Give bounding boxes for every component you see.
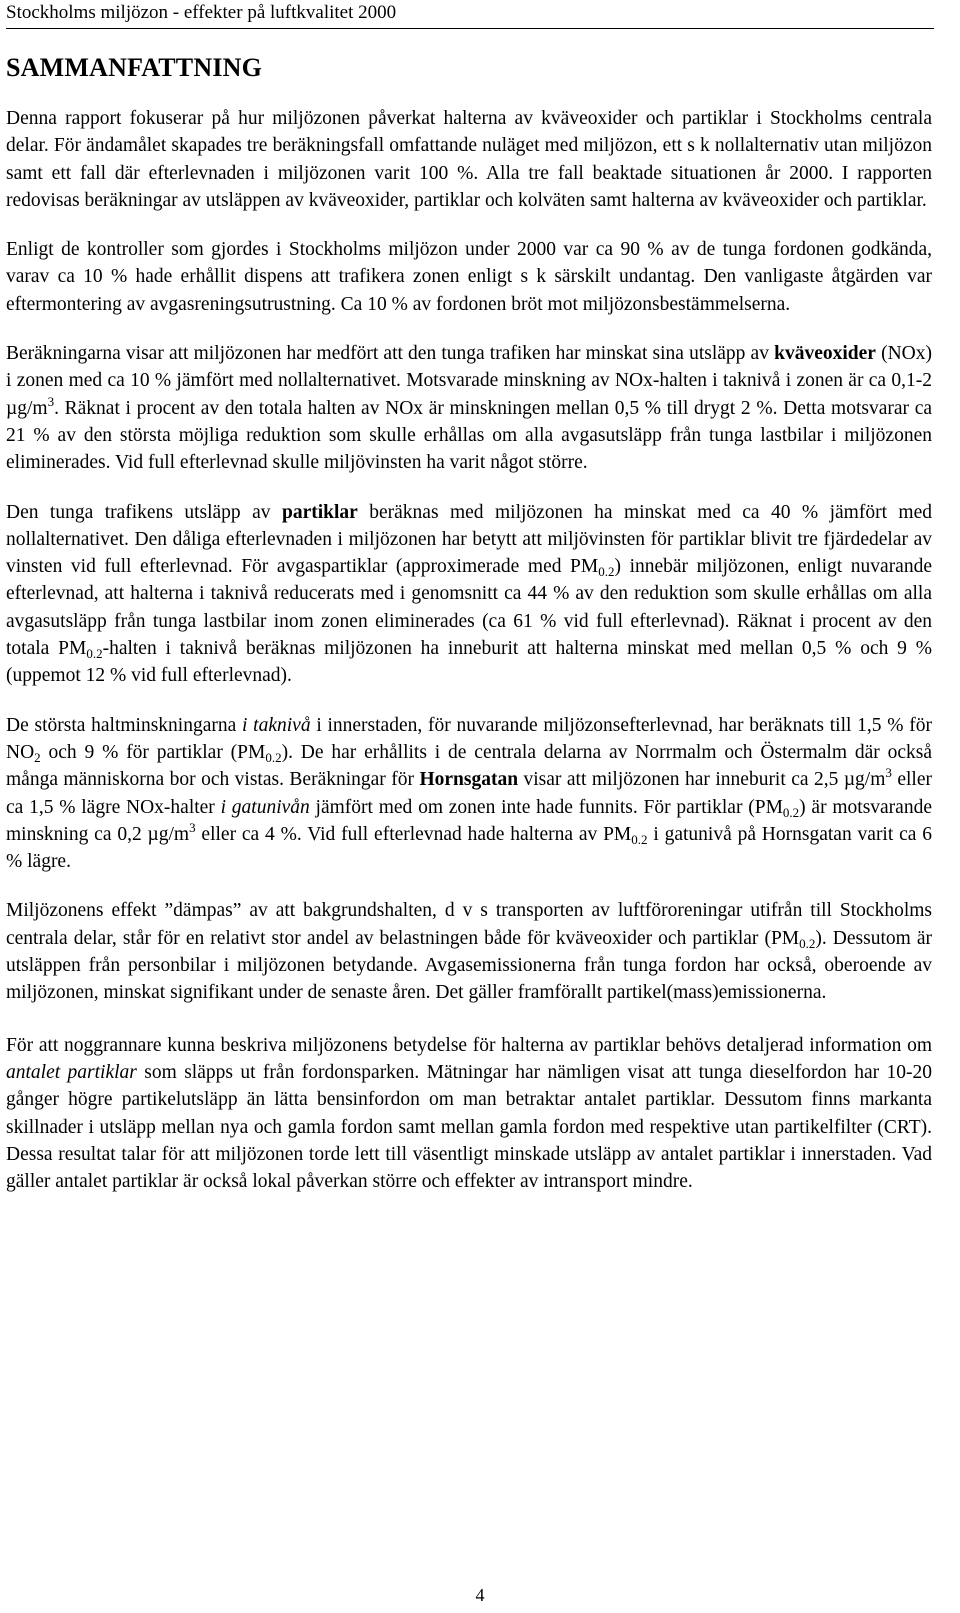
running-header: Stockholms miljözon - effekter på luftkvalitet 2000 bbox=[6, 2, 397, 23]
text-run: ) innebär miljözonen, enligt nuvarande efterlevnad, att halterna i taknivå reducerats med i genomsnitt ca 44 % av den reduktion som skulle erhållas om alla avgasutsläpp från tunga lastbilar inom zonen eliminerades (ca 61 % vid full efterlevnad). Räknat i procent av den totala PM bbox=[6, 556, 932, 660]
text-run: och 9 % för partiklar (PM bbox=[40, 741, 266, 763]
subscript: 0.2 bbox=[265, 749, 282, 765]
text-run: eller ca 1,5 % lägre NOx-halter bbox=[6, 769, 933, 818]
text-run: Miljözonens effekt ”dämpas” av att bakgrundshalten, d v s transporten av luftföroreningar utifrån till Stockholms centrala delar, står för en relativt stor andel av belastningen både för kväveoxider och partiklar (PM bbox=[6, 900, 932, 949]
subscript: 0.2 bbox=[799, 935, 816, 951]
italic-term: antalet partiklar bbox=[6, 1061, 137, 1083]
superscript: 3 bbox=[885, 765, 892, 781]
text-run: eller ca 4 %. Vid full efterlevnad hade halterna av PM bbox=[195, 823, 632, 845]
paragraph-7 bbox=[6, 1032, 932, 1196]
text-run: i gatunivå på Hornsgatan varit ca 6 % lägre. bbox=[6, 823, 932, 873]
text-run: i innerstaden, för nuvarande miljözonsefterlevnad, har beräknats till 1,5 % för NO bbox=[6, 714, 932, 763]
subscript: 0.2 bbox=[86, 646, 103, 662]
subscript: 0.2 bbox=[782, 804, 800, 820]
text-run: (NOx) i zonen med ca 10 % jämfört med nollalternativet. Motsvarade minskning av NOx-halten i taknivå i zonen är ca 0,1-2 µg/m bbox=[6, 343, 932, 419]
paragraph-4 bbox=[6, 499, 932, 690]
text-run: De största haltminskningarna bbox=[6, 714, 243, 736]
paragraph-5 bbox=[6, 712, 932, 876]
text-run: ) är motsvarande minskning ca 0,2 µg/m bbox=[6, 796, 932, 845]
paragraph-1-text: Denna rapport fokuserar på hur miljözonen påverkat halterna av kväveoxider och partiklar i Stockholms centrala delar. För ändamålet skapades tre beräkningsfall omfattande nuläget med miljözon, ett s k nollalternativ utan miljözon samt ett fall där efterlevnaden i miljözonen varit 100 %. Alla tre fall beaktade situationen år 2000. I rapporten redovisas beräkningar av utsläppen av kväveoxider, partiklar och kolväten samt halterna av kväveoxider och partiklar. bbox=[6, 108, 932, 211]
bold-term-kvaveoxider: kväveoxider bbox=[774, 343, 876, 365]
text-run: -halten i taknivå beräknas miljözonen ha inneburit att halterna minskat med mellan 0,5 % och 9 % (uppemot 12 % vid full efterlevnad). bbox=[6, 638, 932, 687]
paragraph-2 bbox=[6, 236, 932, 318]
paragraph-6 bbox=[6, 897, 932, 1006]
text-run: visar att miljözonen har inneburit ca 2,5 µg/m bbox=[518, 769, 886, 791]
page-number: 4 bbox=[475, 1585, 485, 1605]
text-run: . Räknat i procent av den totala halten av NOx är minskningen mellan 0,5 % till drygt 2 %. Detta motsvarar ca 21 % av den största möjliga reduktion som skulle erhållas om alla avgasutsläpp från tunga lastbilar i miljözonen eliminerades. Vid full efterlevnad skulle miljövinsten ha varit något större. bbox=[6, 397, 932, 474]
paragraph-1 bbox=[6, 105, 932, 214]
text-run: beräknas med miljözonen ha minskat med ca 40 % jämfört med nollalternativet. Den dåliga efterlevnaden i miljözonen har betytt att miljövinsten för partiklar blivit tre fjärdedelar av vinsten vid full efterlevnad. För avgaspartiklar (approximerade med PM bbox=[6, 501, 932, 578]
summary-body bbox=[6, 105, 932, 1215]
paragraph-3 bbox=[6, 340, 932, 476]
italic-term: i gatunivån bbox=[220, 796, 310, 818]
superscript: 3 bbox=[47, 393, 55, 409]
text-run: jämfört med om zonen inte hade funnits. För partiklar (PM bbox=[309, 796, 783, 818]
subscript: 0.2 bbox=[631, 831, 648, 847]
text-run: Den tunga trafikens utsläpp av bbox=[6, 501, 282, 523]
header-rule bbox=[6, 28, 934, 29]
paragraph-2-text: Enligt de kontroller som gjordes i Stockholms miljözon under 2000 var ca 90 % av de tunga fordonen godkända, varav ca 10 % hade erhållit dispens att trafikera zonen enligt s k särskilt undantag. Den vanligaste åtgärden var eftermontering av avgasreningsutrustning. Ca 10 % av fordonen bröt mot miljözonsbestämmelserna. bbox=[6, 239, 932, 315]
subscript: 0.2 bbox=[598, 564, 615, 580]
text-run: ). Dessutom är utsläppen från personbilar i miljözonen betydande. Avgasemissionerna från tunga fordon har också, oberoende av miljözonen, minskat signifikant under de senaste åren. Det gäller framförallt partikel(mass)emissionerna. bbox=[6, 927, 932, 1004]
text-run: som släpps ut från fordonsparken. Mätningar har nämligen visat att tunga dieselfordon har 10-20 gånger högre partikelutsläpp än lätta bensinfordon om man betraktar antalet partiklar. Dessutom finns markanta skillnader i utsläpp mellan nya och gamla fordon samt mellan gamla fordon med respektive utan partikelfilter (CRT). Dessa resultat talar för att miljözonen torde lett till väsentligt minskade utsläpp av antalet partiklar i innerstaden. Vad gäller antalet partiklar är också lokal påverkan större och effekter av intransport mindre. bbox=[6, 1061, 932, 1193]
text-run: För att noggrannare kunna beskriva miljözonens betydelse för halterna av partiklar behövs detaljerad information om bbox=[6, 1034, 932, 1056]
bold-term-hornsgatan: Hornsgatan bbox=[419, 769, 519, 791]
text-run: ). De har erhållits i de centrala delarna av Norrmalm och Östermalm där också många människorna bor och vistas. Beräkningar för bbox=[6, 741, 932, 791]
text-run: Beräkningarna visar att miljözonen har medfört att den tunga trafiken har minskat sina utsläpp av bbox=[6, 343, 775, 365]
subscript: 2 bbox=[34, 749, 41, 765]
italic-term: i taknivå bbox=[242, 714, 311, 736]
section-title: SAMMANFATTNING bbox=[6, 53, 263, 82]
superscript: 3 bbox=[189, 819, 196, 835]
bold-term-partiklar: partiklar bbox=[281, 501, 358, 523]
